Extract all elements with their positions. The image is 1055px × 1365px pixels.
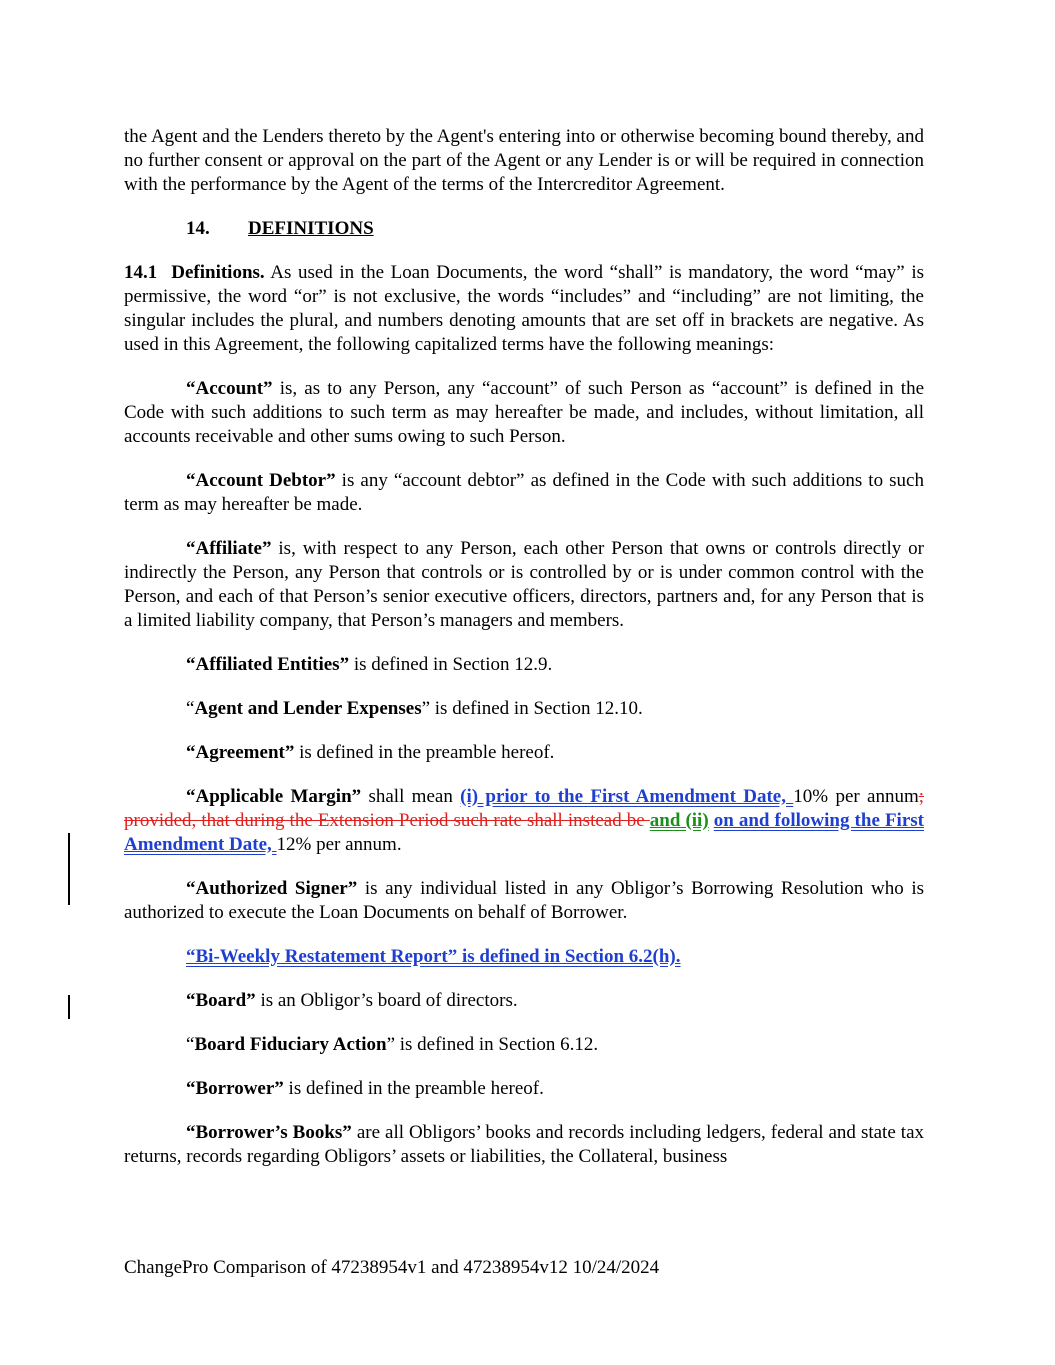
section-heading (124, 217, 924, 241)
definition-agreement (124, 741, 924, 765)
term: “Board” (186, 990, 256, 1011)
text-segment: 10% per annum (793, 786, 919, 807)
subsection-paragraph (124, 261, 924, 357)
subsection-title: Definitions. (171, 262, 265, 283)
definition-agent-lender-expenses (124, 697, 924, 721)
term: “Borrower” (186, 1078, 284, 1099)
definition-authorized-signer (124, 877, 924, 925)
term: “Borrower’s Books” (186, 1122, 352, 1143)
open-quote: “ (186, 1034, 195, 1055)
definition-borrowers-books (124, 1121, 924, 1169)
deleted-text: ; provided, that during the Extension Period such rate shall instead be (124, 786, 925, 831)
section-number: 14. (186, 218, 210, 239)
definition-account (124, 377, 924, 449)
text-segment: shall mean (361, 786, 461, 807)
document-page (124, 125, 924, 1169)
inserted-text: “Bi-Weekly Restatement Report” is defined in Section 6.2(h). (186, 946, 681, 967)
term: “Account” (186, 378, 273, 399)
definition-affiliated-entities (124, 653, 924, 677)
term: Agent and Lender Expenses (194, 698, 422, 719)
intro-paragraph: the Agent and the Lenders thereto by the Agent's entering into or otherwise becoming bound thereby, and no further consent or approval on the part of the Agent or any Lender is or will be required in connection with the performance by the Agent of the terms of the Intercreditor Agreement. (124, 126, 924, 195)
text-segment: 12% per annum. (276, 834, 402, 855)
term: “Authorized Signer” (186, 878, 358, 899)
definition-text: ” is defined in Section 12.10. (421, 698, 643, 719)
definition-text: is, as to any Person, any “account” of such Person as “account” is defined in the Code with such additions to such term as may hereafter be made, and includes, without limitation, all accounts receivable and other sums owing to such Person. (124, 378, 924, 447)
definition-text: is any individual listed in any Obligor’s Borrowing Resolution who is authorized to execute the Loan Documents on behalf of Borrower. (124, 878, 924, 923)
term: “Agreement” (186, 742, 295, 763)
inserted-text: (i) prior to the First Amendment Date, (460, 786, 794, 807)
definition-board (124, 989, 924, 1013)
change-bar (68, 995, 70, 1019)
definition-board-fiduciary-action (124, 1033, 924, 1057)
term: “Affiliate” (186, 538, 272, 559)
definition-text: ” is defined in Section 6.12. (386, 1034, 599, 1055)
definition-text: is an Obligor’s board of directors. (255, 990, 518, 1011)
term: “Affiliated Entities” (186, 654, 350, 675)
change-bar (68, 833, 70, 905)
definition-affiliate (124, 537, 924, 633)
section-title: DEFINITIONS (248, 218, 374, 239)
open-quote: “ (186, 698, 195, 719)
term: Board Fiduciary Action (194, 1034, 387, 1055)
inserted-text: on and following the First Amendment Date, (124, 810, 924, 855)
term: “Account Debtor” (186, 470, 336, 491)
definition-text: is any “account debtor” as defined in the Code with such additions to such term as may hereafter be made. (124, 470, 924, 515)
page-footer: ChangePro Comparison of 47238954v1 and 47238954v12 10/24/2024 (124, 1257, 660, 1278)
subsection-text: As used in the Loan Documents, the word “shall” is mandatory, the word “may” is permissive, the word “or” is not exclusive, the words “includes” and “including” are not limiting, the singular includes the plural, and numbers denoting amounts that are set off in brackets are negative. As used in this Agreement, the following capitalized terms have the following meanings: (124, 262, 924, 355)
definition-text: are all Obligors’ books and records including ledgers, federal and state tax returns, records regarding Obligors’ assets or liabilities, the Collateral, business (124, 1122, 924, 1167)
definition-text: is defined in Section 12.9. (349, 654, 553, 675)
definition-applicable-margin (124, 785, 924, 857)
definition-borrower (124, 1077, 924, 1101)
subsection-number: 14.1 (124, 262, 158, 283)
moved-text: and (ii) (649, 810, 709, 831)
definition-text: is, with respect to any Person, each other Person that owns or controls directly or indirectly the Person, any Person that controls or is controlled by or is under common control with the Person, and each of that Person’s senior executive officers, directors, partners and, for any Person that is a limited liability company, that Person’s managers and members. (124, 538, 924, 631)
definition-account-debtor (124, 469, 924, 517)
term: “Applicable Margin” (186, 786, 362, 807)
definition-text: is defined in the preamble hereof. (283, 1078, 544, 1099)
definition-text: is defined in the preamble hereof. (294, 742, 555, 763)
definition-bi-weekly-restatement (124, 945, 924, 969)
